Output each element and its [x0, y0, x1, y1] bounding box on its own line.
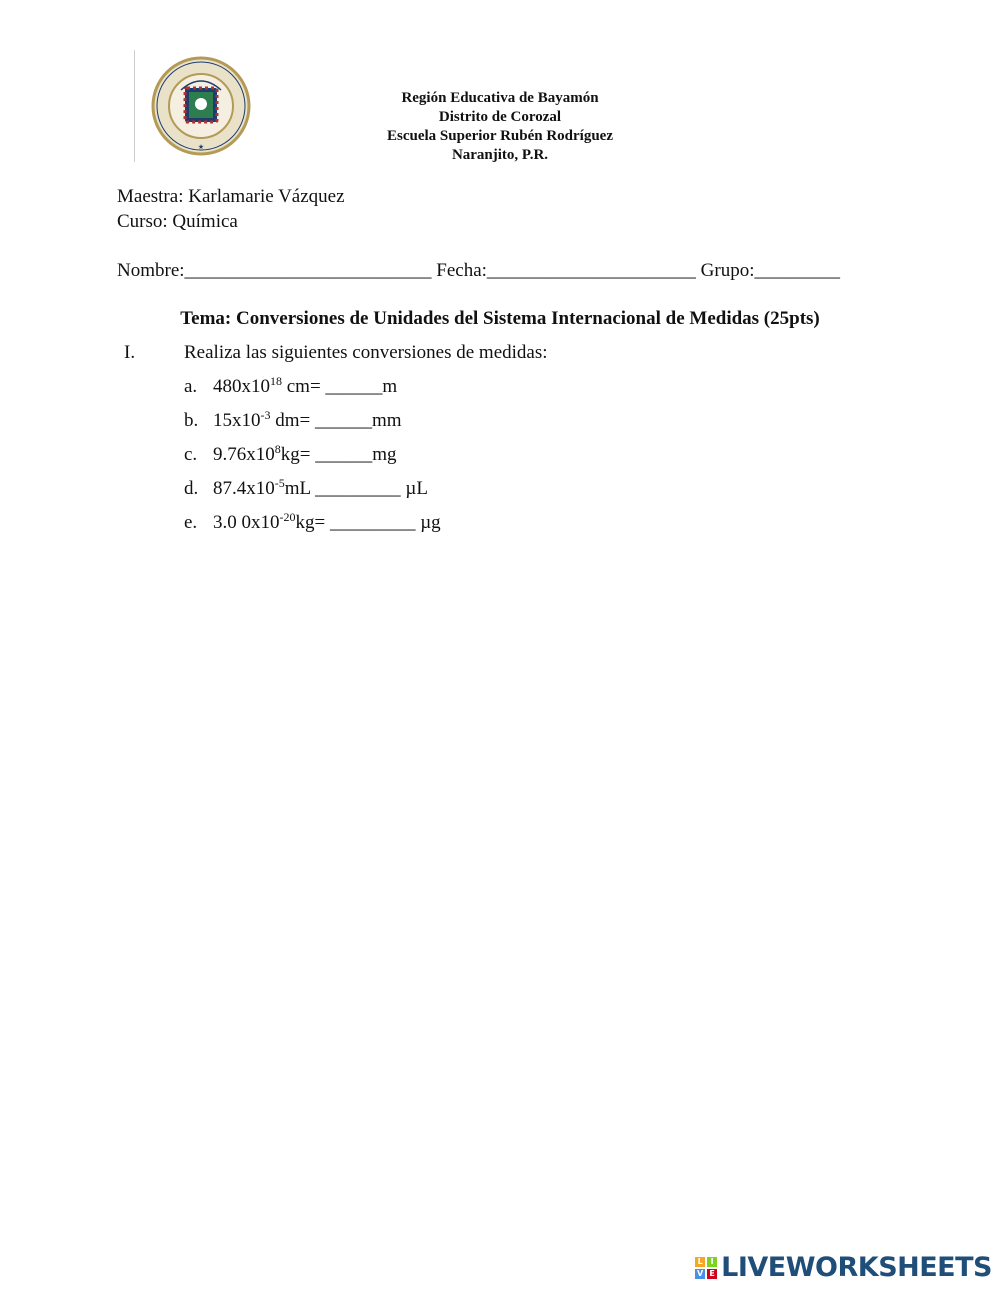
- exercise-letter: d.: [184, 478, 199, 499]
- worksheet-topic: Tema: Conversiones de Unidades del Sistema Internacional de Medidas (25pts): [180, 308, 820, 329]
- exercise-item: [184, 478, 428, 500]
- seal-icon: [147, 54, 255, 158]
- exercise-base: 87.4x10: [213, 478, 275, 499]
- teacher-line: Maestra: Karlamarie Vázquez: [117, 186, 345, 207]
- logo-block: V: [697, 1268, 704, 1278]
- exercise-exponent: -20: [279, 510, 296, 524]
- header-region: Región Educativa de Bayamón: [401, 90, 599, 106]
- exercise-base: 3.0 0x10: [213, 512, 280, 533]
- exercise-exponent: -5: [274, 476, 285, 490]
- exercise-item: [184, 376, 397, 398]
- exercise-letter: b.: [184, 410, 199, 431]
- logo-wordmark: LIVEWORKSHEETS: [721, 1252, 992, 1283]
- exercise-base: 15x10: [213, 410, 261, 431]
- logo-block: L: [695, 1257, 705, 1267]
- government-seal-logo: [134, 50, 255, 162]
- exercise-exponent: 8: [274, 442, 281, 456]
- exercise-answer-blank[interactable]: mL _________ µL: [284, 478, 428, 499]
- logo-block: E: [707, 1269, 717, 1279]
- exercise-answer-blank[interactable]: kg= ______mg: [280, 444, 397, 465]
- exercise-answer-blank[interactable]: dm= ______mm: [270, 410, 402, 431]
- exercise-exponent: -3: [260, 408, 271, 422]
- section-number: I.: [124, 342, 136, 363]
- exercise-item: [184, 512, 441, 534]
- liveworksheets-logo[interactable]: [695, 1252, 992, 1283]
- exercise-answer-blank[interactable]: cm= ______m: [282, 376, 398, 397]
- course-line: Curso: Química: [117, 211, 238, 232]
- svg-text:★: ★: [197, 143, 205, 151]
- school-header: [300, 89, 700, 165]
- header-school: Escuela Superior Rubén Rodríguez: [387, 128, 613, 144]
- exercise-letter: c.: [184, 444, 198, 465]
- header-district: Distrito de Corozal: [438, 109, 562, 125]
- exercise-base: 480x10: [213, 376, 270, 397]
- logo-block: I: [707, 1257, 717, 1267]
- exercise-item: [184, 410, 402, 432]
- logo-blocks-icon: [695, 1257, 717, 1279]
- student-info-line[interactable]: Nombre:__________________________ Fecha:______________________ Grupo:_________: [117, 260, 841, 281]
- exercise-item: [184, 444, 397, 466]
- exercise-letter: e.: [184, 512, 198, 533]
- section-instruction: Realiza las siguientes conversiones de medidas:: [184, 342, 548, 363]
- exercise-letter: a.: [184, 376, 198, 397]
- exercise-base: 9.76x10: [213, 444, 275, 465]
- exercise-exponent: 18: [270, 374, 282, 388]
- header-town: Naranjito, P.R.: [451, 147, 549, 163]
- exercise-answer-blank[interactable]: kg= _________ µg: [295, 512, 441, 533]
